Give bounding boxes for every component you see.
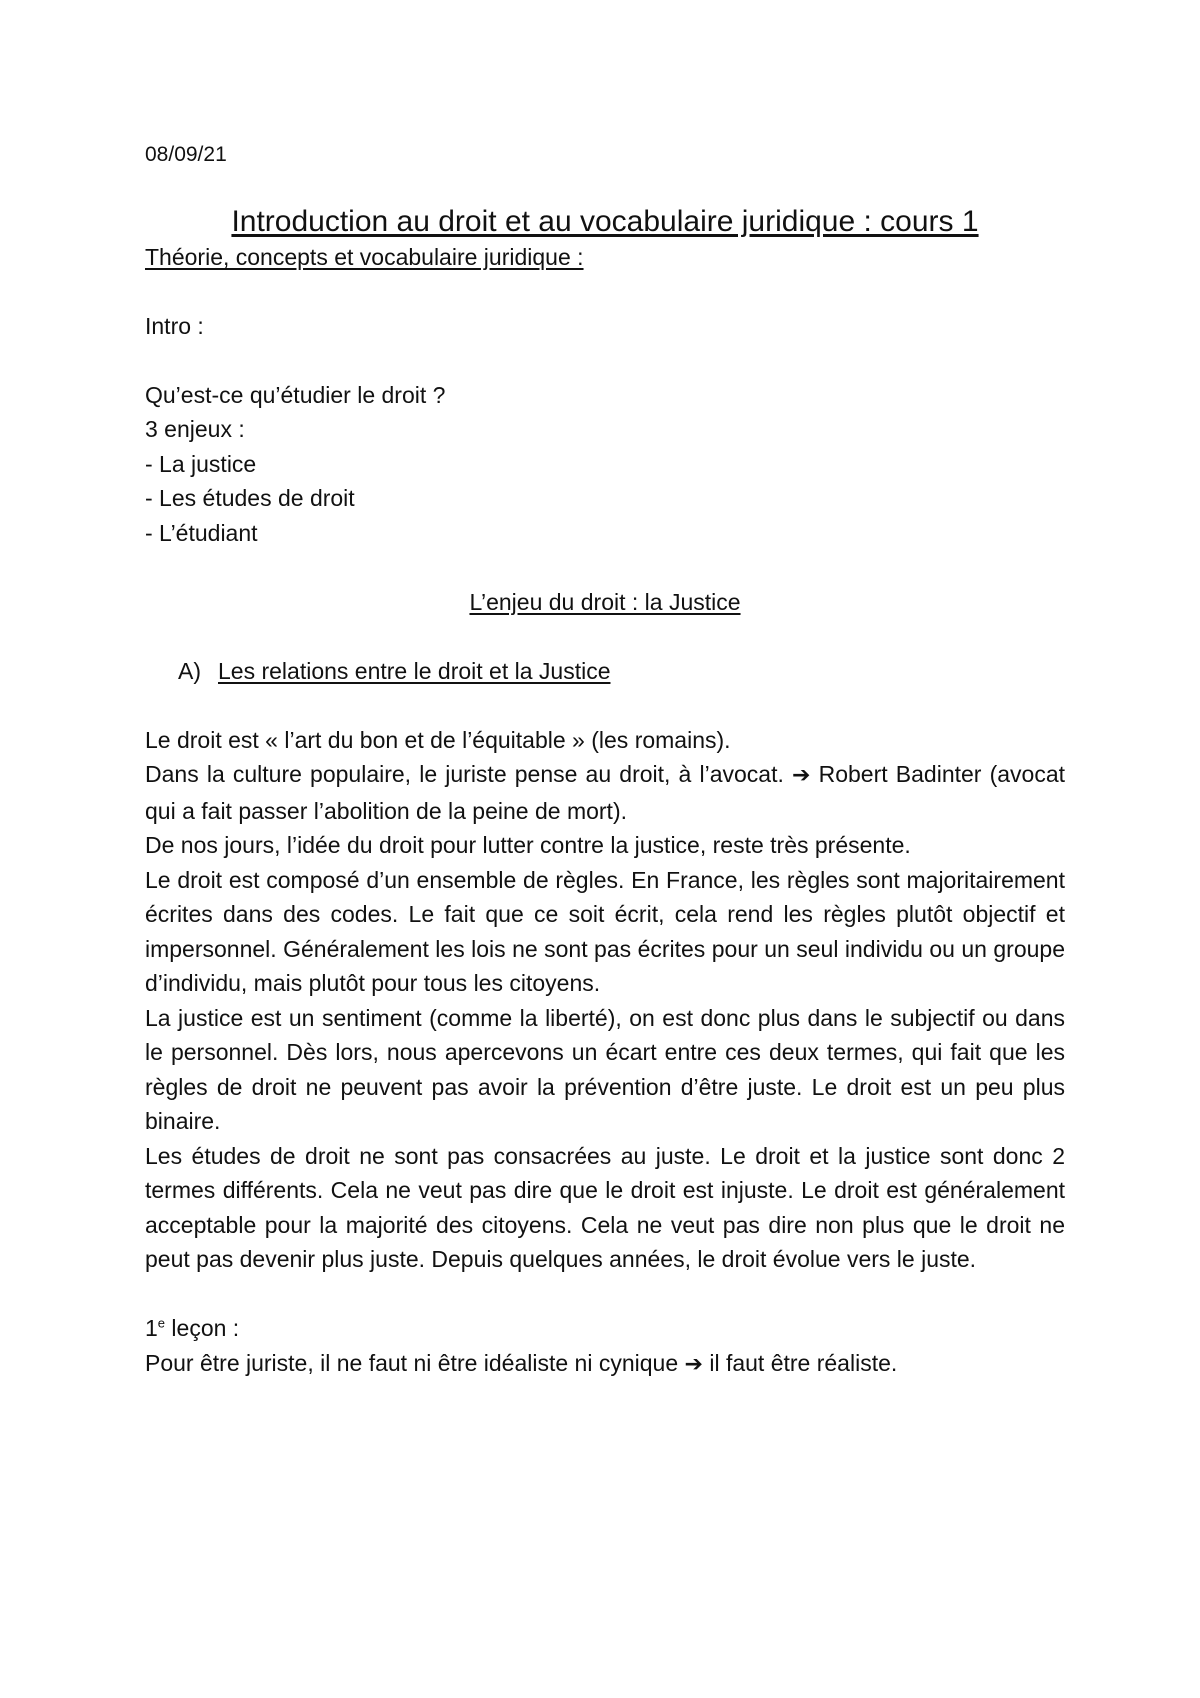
paragraph-1: Le droit est « l’art du bon et de l’équitable » (les romains). — [145, 726, 731, 753]
document-date: 08/09/21 — [145, 143, 227, 166]
lesson-text-end: il faut être réaliste. — [709, 1349, 898, 1376]
lesson-superscript: e — [157, 1315, 166, 1331]
lesson-label: leçon : — [165, 1315, 240, 1341]
intro-question: Qu’est-ce qu’étudier le droit ? — [145, 381, 446, 408]
blank-line — [145, 619, 1065, 654]
right-arrow-icon: ➔ — [684, 1351, 703, 1377]
lesson-heading — [145, 1311, 1065, 1346]
paragraph-4: Le droit est composé d’un ensemble de règles. En France, les règles sont majoritairement écrites dans des codes. Le fait que ce soit écrit, cela rend les règles plutôt objectif et impersonnel. Généralement les lois ne sont pas écrites pour un seul individu ou un groupe d’individu, mais plutôt pour tous les citoyens. — [145, 866, 1065, 996]
intro-label: Intro : — [145, 312, 204, 339]
paragraph-3: De nos jours, l’idée du droit pour lutter contre la justice, reste très présente. — [145, 832, 911, 858]
blank-line — [145, 274, 1065, 309]
blank-line — [145, 1277, 1065, 1312]
subsection-label: Les relations entre le droit et la Justice — [218, 657, 611, 684]
enjeux-item: - La justice — [145, 450, 257, 477]
subsection-heading — [145, 654, 1065, 689]
paragraph-5: La justice est un sentiment (comme la liberté), on est donc plus dans le subjectif ou dans le personnel. Dès lors, nous apercevons un écart entre ces deux termes, qui fait que les règles de droit ne peuvent pas avoir la prévention d’être juste. Le droit est un peu plus binaire. — [145, 1004, 1065, 1134]
blank-line — [145, 688, 1065, 723]
paragraph-2 — [145, 757, 1065, 828]
paragraph-2-continuation: Robert Badinter (avocat qui a fait passer l’abolition de la peine de mort). — [145, 761, 1066, 824]
document-content — [145, 140, 1065, 1382]
subsection-letter: A) — [178, 657, 201, 684]
lesson-text-start: Pour être juriste, il ne faut ni être idéaliste ni cynique — [145, 1349, 679, 1376]
lesson-text — [145, 1346, 1065, 1383]
document-title: Introduction au droit et au vocabulaire juridique : cours 1 — [231, 205, 979, 238]
right-arrow-icon: ➔ — [792, 763, 811, 788]
lesson-number: 1 — [145, 1315, 158, 1341]
enjeux-item: - Les études de droit — [145, 485, 355, 511]
blank-line — [145, 343, 1065, 378]
enjeux-item: - L’étudiant — [145, 519, 258, 546]
paragraph-6: Les études de droit ne sont pas consacrées au juste. Le droit et la justice sont donc 2 termes différents. Cela ne veut pas dire que le droit est injuste. Le droit est généralement acceptable pour la majorité des citoyens. Cela ne veut pas dire non plus que le droit ne peut pas devenir plus juste. Depuis quelques années, le droit évolue vers le juste. — [145, 1142, 1065, 1272]
section-heading: L’enjeu du droit : la Justice — [469, 588, 741, 615]
document-subtitle: Théorie, concepts et vocabulaire juridique : — [145, 244, 584, 270]
paragraph-2-text: Dans la culture populaire, le juriste pense au droit, à l’avocat. — [145, 761, 784, 787]
blank-line — [145, 550, 1065, 585]
enjeux-label: 3 enjeux : — [145, 416, 245, 442]
